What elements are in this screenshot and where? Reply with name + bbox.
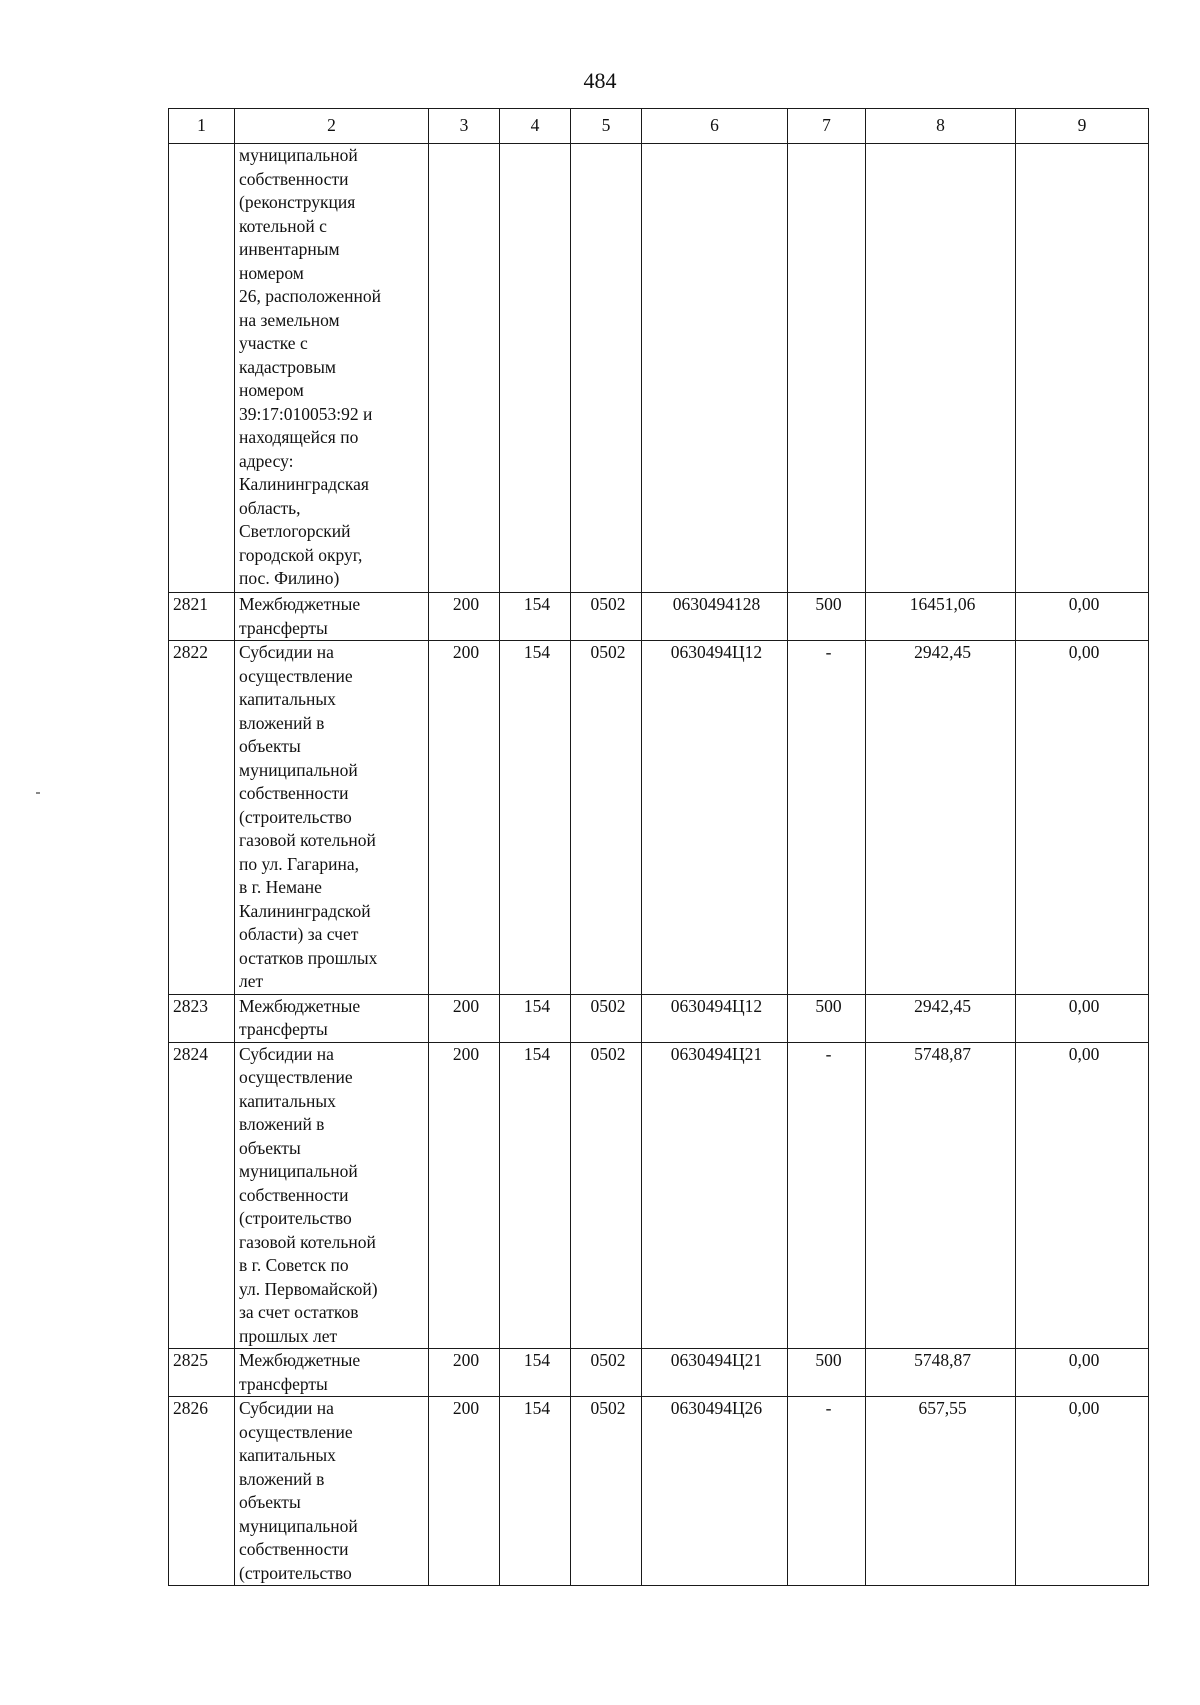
cell-col8: 16451,06	[866, 593, 1016, 641]
cell-col3: 200	[429, 641, 500, 995]
cell-col4: 154	[500, 1349, 571, 1397]
row-name: Субсидии на осуществление капитальных вложений в объекты муниципальной собственности (строительство газовой котельной по ул. Гагарина, в г. Немане Калининградской области) за счет остатков прошлых лет	[235, 641, 429, 995]
row-name: муниципальной собственности (реконструкция котельной с инвентарным номером 26, расположенной на земельном участке с кадастровым номером 39:17:010053:92 и находящейся по адресу: Калининградская область, Светлогорский городской округ, пос. Филино)	[235, 144, 429, 593]
column-header: 2	[235, 109, 429, 144]
table-row	[169, 1042, 1149, 1349]
cell-col7	[788, 144, 866, 593]
cell-col8: 5748,87	[866, 1042, 1016, 1349]
row-number	[169, 144, 235, 593]
row-number: 2821	[169, 593, 235, 641]
cell-col6: 0630494128	[642, 593, 788, 641]
table-row	[169, 641, 1149, 995]
row-number: 2826	[169, 1397, 235, 1586]
cell-col7: 500	[788, 593, 866, 641]
column-header: 9	[1016, 109, 1149, 144]
cell-col3: 200	[429, 1397, 500, 1586]
page-number: 484	[583, 68, 617, 93]
cell-col7: -	[788, 641, 866, 995]
cell-col8: 2942,45	[866, 641, 1016, 995]
cell-col5: 0502	[571, 593, 642, 641]
cell-col5: 0502	[571, 1042, 642, 1349]
table-row	[169, 144, 1149, 593]
column-header: 3	[429, 109, 500, 144]
cell-col9: 0,00	[1016, 593, 1149, 641]
budget-table	[168, 108, 1149, 1586]
cell-col3	[429, 144, 500, 593]
cell-col5	[571, 144, 642, 593]
cell-col7: 500	[788, 994, 866, 1042]
cell-col6: 0630494Ц12	[642, 641, 788, 995]
cell-col9: 0,00	[1016, 1042, 1149, 1349]
cell-col9: 0,00	[1016, 641, 1149, 995]
column-header: 6	[642, 109, 788, 144]
cell-col5: 0502	[571, 1397, 642, 1586]
cell-col9: 0,00	[1016, 1349, 1149, 1397]
row-number: 2823	[169, 994, 235, 1042]
row-name: Межбюджетные трансферты	[235, 994, 429, 1042]
cell-col8	[866, 144, 1016, 593]
row-number: 2824	[169, 1042, 235, 1349]
cell-col6	[642, 144, 788, 593]
table-row	[169, 1397, 1149, 1586]
cell-col9	[1016, 144, 1149, 593]
table-row	[169, 1349, 1149, 1397]
cell-col8: 657,55	[866, 1397, 1016, 1586]
column-number-header-row	[169, 109, 1149, 144]
cell-col6: 0630494Ц26	[642, 1397, 788, 1586]
cell-col5: 0502	[571, 641, 642, 995]
cell-col3: 200	[429, 1042, 500, 1349]
column-header: 4	[500, 109, 571, 144]
cell-col4: 154	[500, 1397, 571, 1586]
cell-col6: 0630494Ц21	[642, 1042, 788, 1349]
column-header: 1	[169, 109, 235, 144]
row-name: Межбюджетные трансферты	[235, 1349, 429, 1397]
column-header: 7	[788, 109, 866, 144]
row-name: Субсидии на осуществление капитальных вложений в объекты муниципальной собственности (строительство	[235, 1397, 429, 1586]
cell-col5: 0502	[571, 994, 642, 1042]
row-number: 2822	[169, 641, 235, 995]
column-header: 5	[571, 109, 642, 144]
cell-col4: 154	[500, 593, 571, 641]
column-header: 8	[866, 109, 1016, 144]
cell-col4	[500, 144, 571, 593]
table-row	[169, 994, 1149, 1042]
cell-col7: 500	[788, 1349, 866, 1397]
cell-col7: -	[788, 1042, 866, 1349]
row-number: 2825	[169, 1349, 235, 1397]
cell-col9: 0,00	[1016, 1397, 1149, 1586]
cell-col5: 0502	[571, 1349, 642, 1397]
cell-col6: 0630494Ц21	[642, 1349, 788, 1397]
cell-col7: -	[788, 1397, 866, 1586]
cell-col3: 200	[429, 994, 500, 1042]
row-name: Межбюджетные трансферты	[235, 593, 429, 641]
cell-col6: 0630494Ц12	[642, 994, 788, 1042]
cell-col4: 154	[500, 641, 571, 995]
cell-col8: 5748,87	[866, 1349, 1016, 1397]
table-row	[169, 593, 1149, 641]
cell-col4: 154	[500, 994, 571, 1042]
cell-col3: 200	[429, 1349, 500, 1397]
cell-col4: 154	[500, 1042, 571, 1349]
scan-artifact	[36, 792, 40, 794]
cell-col8: 2942,45	[866, 994, 1016, 1042]
cell-col3: 200	[429, 593, 500, 641]
row-name: Субсидии на осуществление капитальных вложений в объекты муниципальной собственности (строительство газовой котельной в г. Советск по ул. Первомайской) за счет остатков прошлых лет	[235, 1042, 429, 1349]
cell-col9: 0,00	[1016, 994, 1149, 1042]
